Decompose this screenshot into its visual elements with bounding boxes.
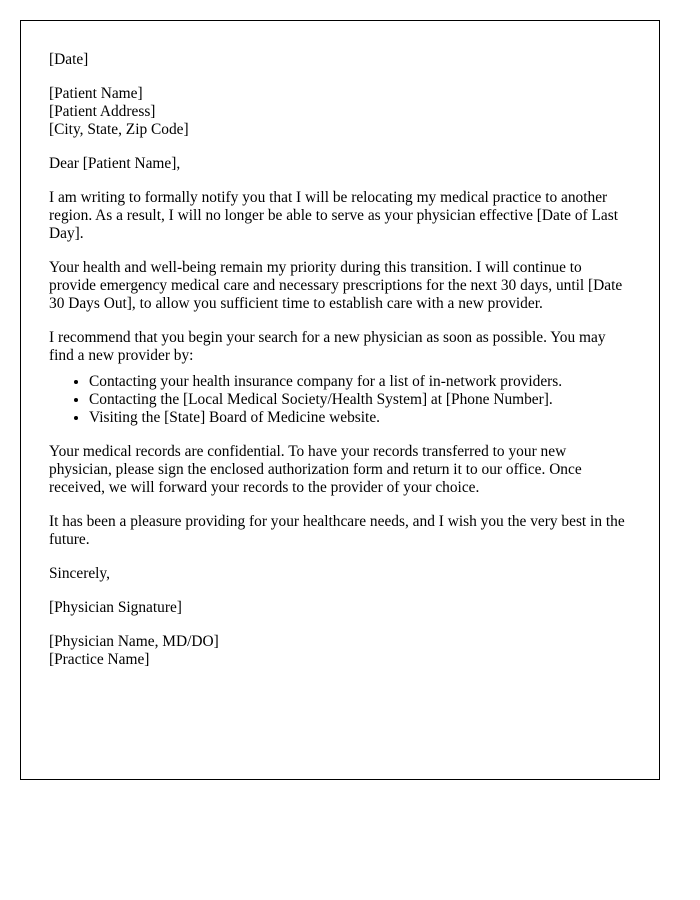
paragraph-relocation: I am writing to formally notify you that I will be relocating my medical practice to another region. As a result, I will no longer be able to serve as your physician effective [Date of Last Day].	[49, 189, 618, 242]
recipient-block	[49, 85, 631, 139]
list-item: • Visiting the [State] Board of Medicine website.	[89, 409, 631, 427]
recipient-city-state-zip: [City, State, Zip Code]	[49, 121, 189, 138]
paragraph-continuity-of-care: Your health and well-being remain my priority during this transition. I will continue to provide emergency medical care and necessary prescriptions for the next 30 days, until [Date 30 Days Out], to allow you sufficient time to establish care with a new provider.	[49, 259, 623, 312]
letter-page	[20, 20, 660, 780]
paragraph-recommendation: I recommend that you begin your search for a new physician as soon as possible. You may find a new provider by:	[49, 329, 606, 364]
provider-search-list	[49, 373, 631, 427]
physician-name: [Physician Name, MD/DO]	[49, 633, 219, 650]
letter-date: [Date]	[49, 51, 89, 68]
practice-name: [Practice Name]	[49, 651, 150, 668]
paragraph-closing: It has been a pleasure providing for your healthcare needs, and I wish you the very best in the future.	[49, 513, 625, 548]
paragraph-medical-records: Your medical records are confidential. To have your records transferred to your new physician, please sign the enclosed authorization form and return it to our office. Once received, we will forward your records to the provider of your choice.	[49, 443, 582, 496]
list-item: • Contacting the [Local Medical Society/Health System] at [Phone Number].	[89, 391, 631, 409]
physician-signature: [Physician Signature]	[49, 599, 182, 616]
recipient-address: [Patient Address]	[49, 103, 156, 120]
salutation: Dear [Patient Name],	[49, 155, 181, 172]
sign-off: Sincerely,	[49, 565, 110, 582]
list-item: • Contacting your health insurance company for a list of in-network providers.	[89, 373, 631, 391]
recipient-name: [Patient Name]	[49, 85, 143, 102]
signature-block	[49, 633, 631, 669]
